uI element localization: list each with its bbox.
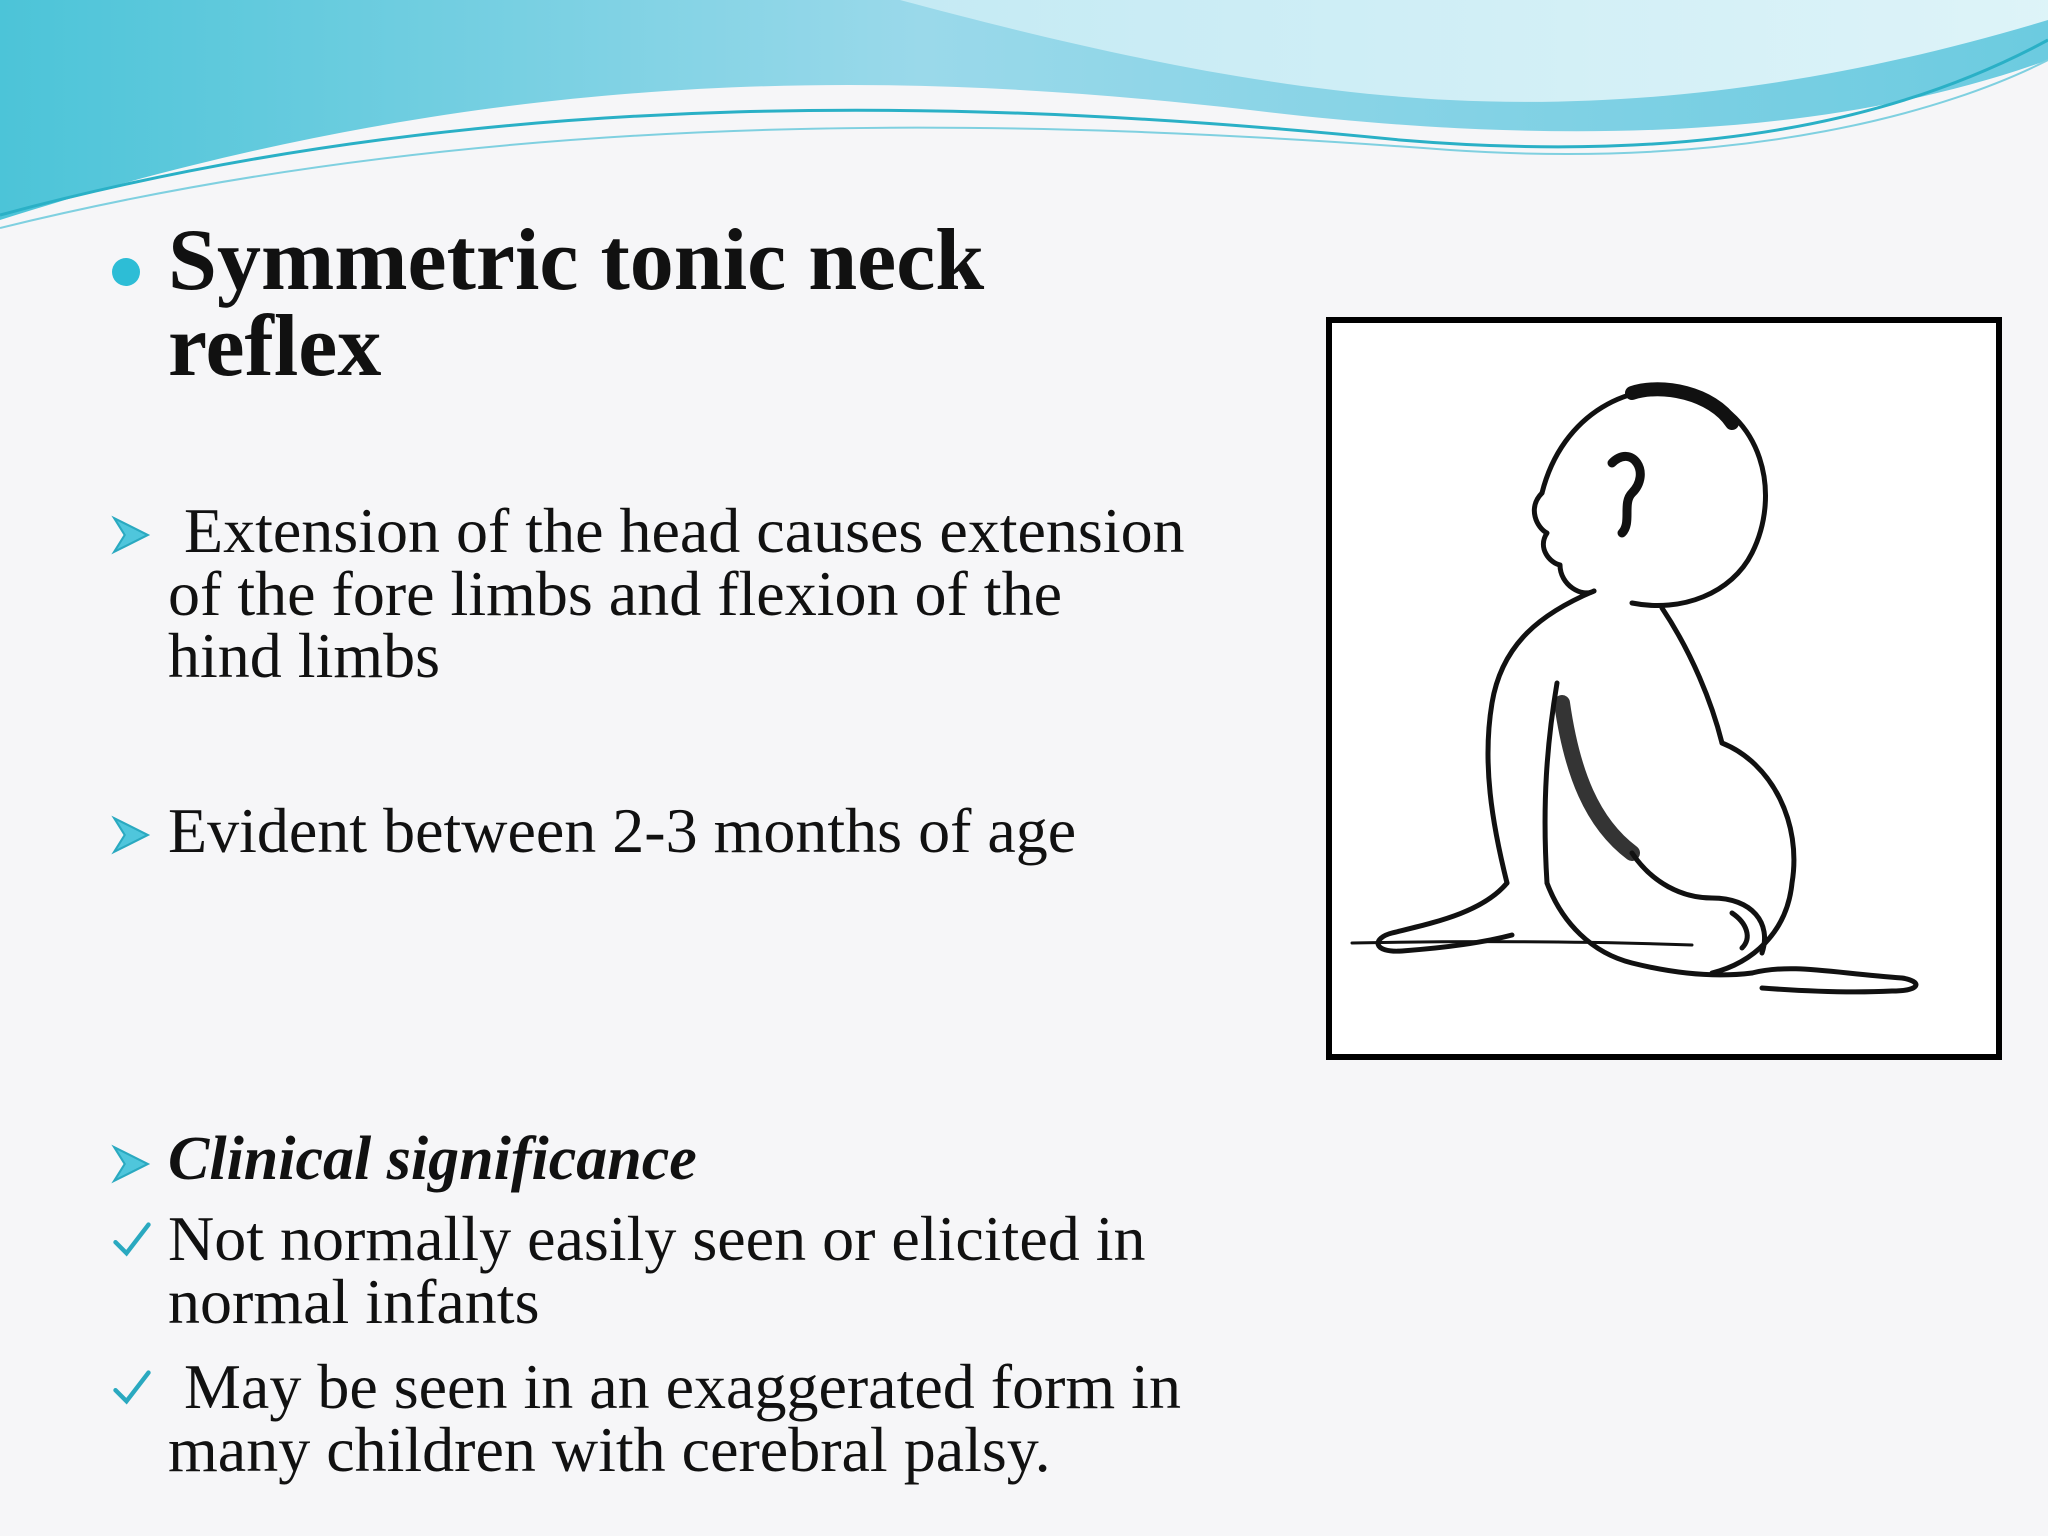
bullet-text: Not normally easily seen or elicited in normal infants [168, 1203, 1146, 1337]
bullet-extension [110, 495, 1201, 692]
arrow-bullet-icon [110, 1143, 152, 1185]
infant-illustration-frame [1326, 317, 2002, 1060]
checkmark-icon [110, 1366, 154, 1410]
title-bullet [110, 212, 1218, 396]
bullet-cerebral-palsy [110, 1351, 1278, 1485]
bullet-text: May be seen in an exaggerated form in many children with cerebral palsy. [168, 1351, 1197, 1485]
wave-banner [0, 0, 2048, 240]
infant-illustration-icon [1332, 323, 1996, 1054]
checkmark-icon [110, 1218, 154, 1262]
arrow-bullet-icon [110, 814, 152, 856]
bullet-not-normally [110, 1203, 1318, 1337]
bullet-clinical [110, 1125, 1268, 1193]
arrow-bullet-icon [110, 514, 152, 556]
bullet-text: Extension of the head causes extension of the fore limbs and flexion of the hind limbs [168, 495, 1201, 692]
bullet-dot-icon [112, 258, 140, 286]
bullet-evident [110, 795, 1368, 866]
bullet-text: Evident between 2-3 months of age [168, 795, 1077, 866]
slide-title: Symmetric tonic neck reflex [168, 212, 985, 396]
bullet-text: Clinical significance [168, 1125, 697, 1193]
